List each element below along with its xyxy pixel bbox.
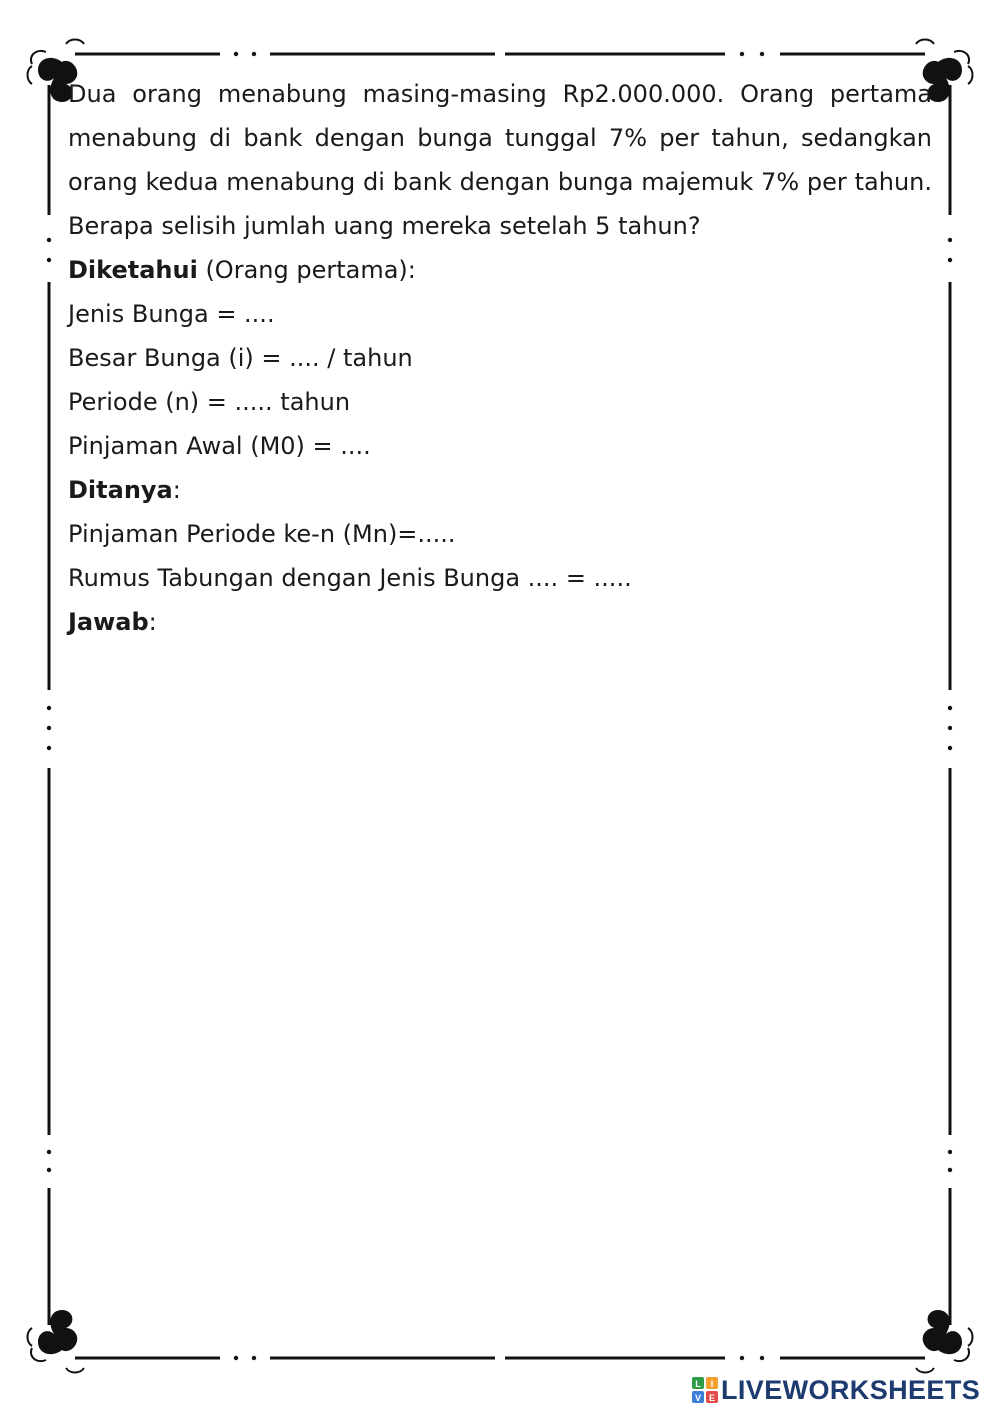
liveworksheets-logo[interactable]: [692, 1374, 980, 1406]
logo-letter-e: E: [708, 1393, 716, 1403]
corner-ornament-bottom-left: [28, 1310, 85, 1373]
ditanya-suffix: :: [172, 476, 181, 504]
besar-bunga-line: Besar Bunga (i) = .... / tahun: [68, 344, 413, 372]
ditanya-label: Ditanya: [68, 476, 173, 504]
rumus-line: Rumus Tabungan dengan Jenis Bunga .... = .....: [68, 564, 632, 592]
problem-statement: Dua orang menabung masing-masing Rp2.000.000. Orang pertama menabung di bank dengan bunga tunggal 7% per tahun, sedangkan orang kedua menabung di bank dengan bunga majemuk 7% per tahun. Berapa selisih jumlah uang mereka setelah 5 tahun?: [68, 80, 932, 240]
corner-ornament-bottom-right: [916, 1310, 973, 1373]
jenis-bunga-line: Jenis Bunga = ....: [68, 300, 275, 328]
logo-letter-i: I: [710, 1379, 714, 1389]
logo-letter-v: V: [694, 1393, 702, 1403]
jawab-label: Jawab: [68, 608, 149, 636]
pinjaman-periode-line: Pinjaman Periode ke-n (Mn)=.....: [68, 520, 456, 548]
logo-letter-l: L: [695, 1379, 701, 1389]
diketahui-suffix: (Orang pertama):: [197, 256, 416, 284]
worksheet-content: [68, 72, 932, 644]
ditanya-heading: [68, 468, 932, 512]
live-tiles-icon: [692, 1377, 718, 1403]
periode-line: Periode (n) = ..... tahun: [68, 388, 351, 416]
pinjaman-awal-line: Pinjaman Awal (M0) = ....: [68, 432, 371, 460]
diketahui-heading: [68, 248, 932, 292]
diketahui-label: Diketahui: [68, 256, 198, 284]
logo-text: LIVEWORKSHEETS: [721, 1374, 981, 1405]
jawab-heading: [68, 600, 932, 644]
jawab-suffix: :: [148, 608, 157, 636]
